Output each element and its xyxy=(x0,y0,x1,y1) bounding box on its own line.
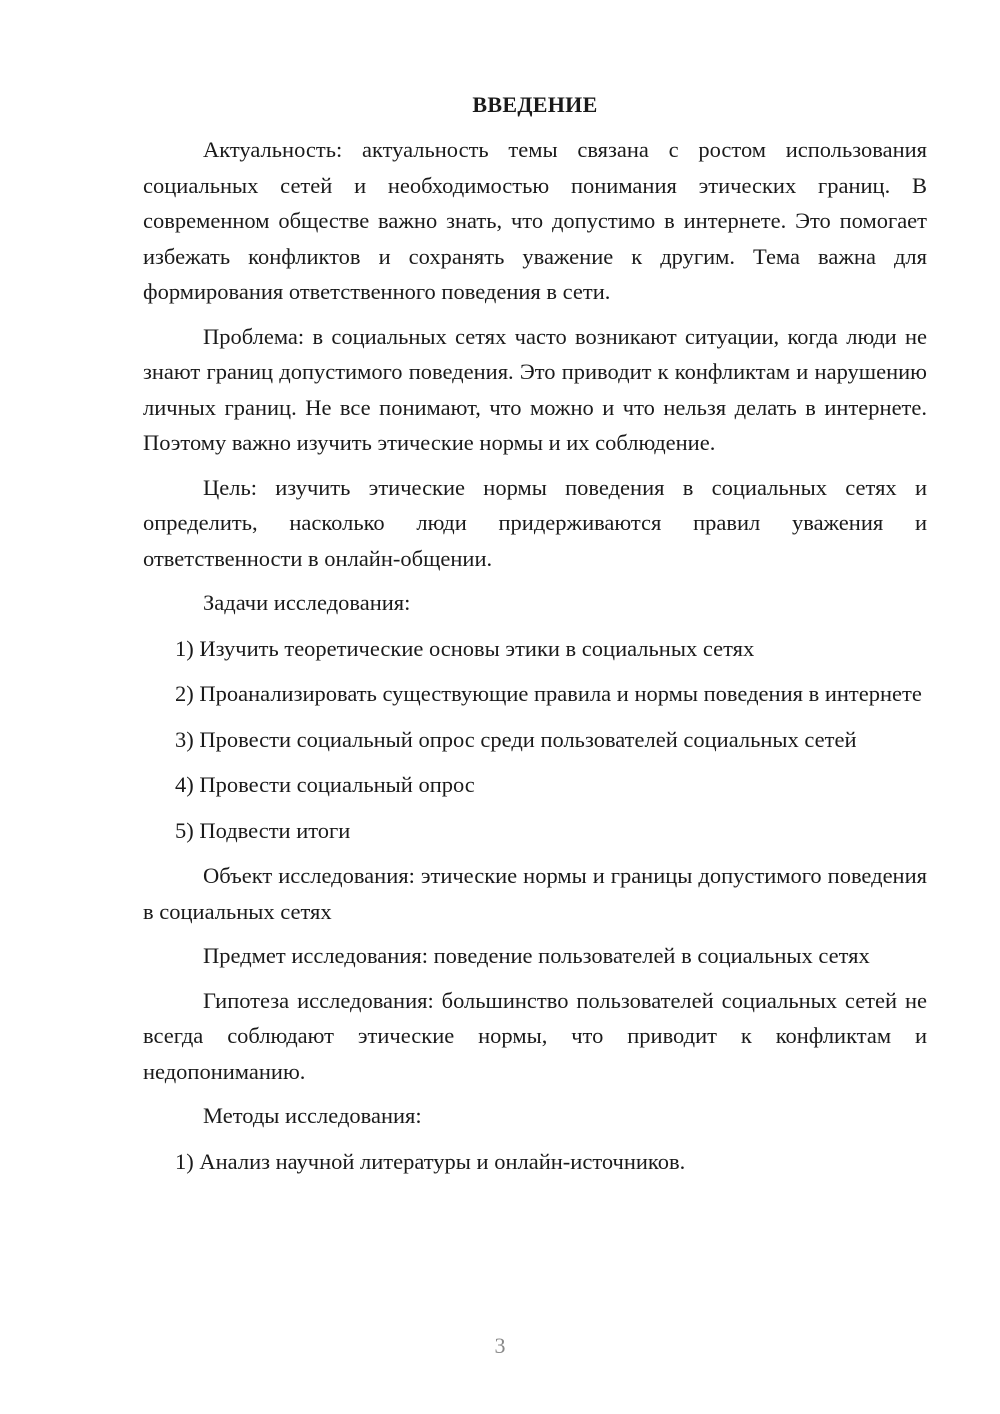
task-item: 2) Проанализировать существующие правила и нормы поведения в интернете xyxy=(175,681,922,706)
task-item: 4) Провести социальный опрос xyxy=(175,772,475,797)
section-heading: ВВЕДЕНИЕ xyxy=(472,92,598,117)
problem-paragraph: Проблема: в социальных сетях часто возникают ситуации, когда люди не знают границ допустимого поведения. Это приводит к конфликтам и нарушению личных границ. Не все понимают, что можно и что нельзя делать в интернете. Поэтому важно изучить этические нормы и их соблюдение. xyxy=(143,323,927,455)
relevance-paragraph: Актуальность: актуальность темы связана с ростом использования социальных сетей и необходимостью понимания этических границ. В современном обществе важно знать, что допустимо в интернете. Это помогает избежать конфликтов и сохранять уважение к другим. Тема важна для формирования ответственного поведения в сети. xyxy=(143,137,927,304)
task-item: 3) Провести социальный опрос среди пользователей социальных сетей xyxy=(175,726,857,752)
methods-title: Методы исследования: xyxy=(203,1103,422,1128)
method-item: 1) Анализ научной литературы и онлайн-источников. xyxy=(175,1148,686,1174)
task-item: 5) Подвести итоги xyxy=(175,817,351,843)
task-item: 1) Изучить теоретические основы этики в социальных сетях xyxy=(175,635,755,661)
document-page xyxy=(143,90,927,1189)
object-paragraph: Объект исследования: этические нормы и границы допустимого поведения в социальных сетях xyxy=(143,863,927,924)
subject-paragraph: Предмет исследования: поведение пользователей в социальных сетях xyxy=(203,943,870,968)
goal-paragraph: Цель: изучить этические нормы поведения в социальных сетях и определить, насколько люди придерживаются правил уважения и ответственности в онлайн-общении. xyxy=(143,474,927,571)
page-number: 3 xyxy=(494,1333,506,1358)
hypothesis-paragraph: Гипотеза исследования: большинство пользователей социальных сетей не всегда соблюдают этические нормы, что приводит к конфликтам и недопониманию. xyxy=(143,987,927,1084)
tasks-title: Задачи исследования: xyxy=(203,590,411,615)
